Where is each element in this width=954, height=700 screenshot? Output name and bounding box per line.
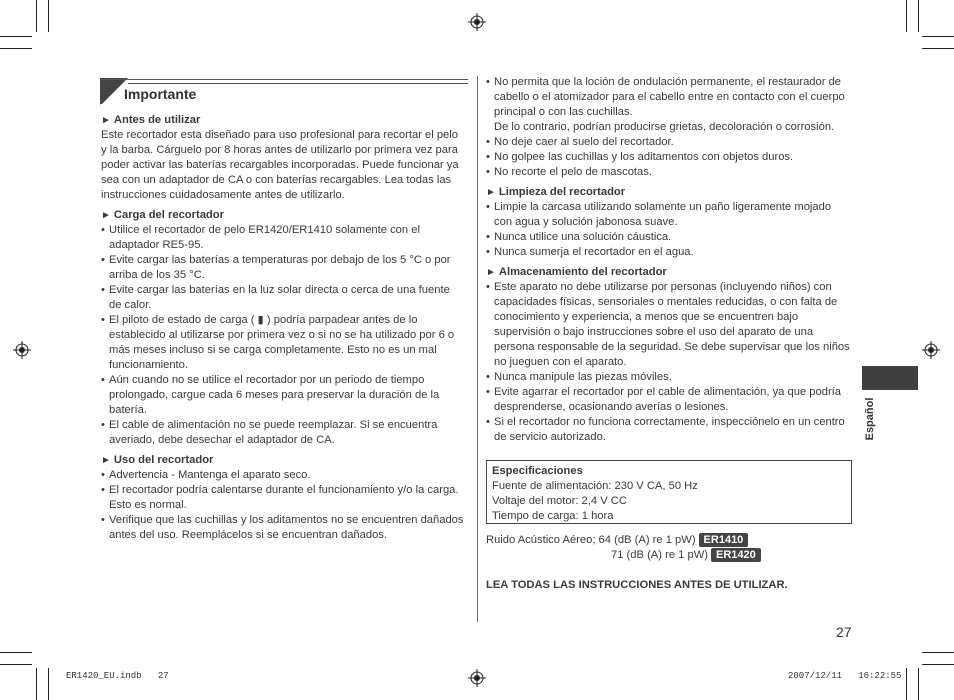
read-all-notice: LEA TODAS LAS INSTRUCCIONES ANTES DE UTILIZAR.	[486, 579, 788, 591]
noise-line: 71 (dB (A) re 1 pW) ER1420	[486, 548, 852, 563]
list-item: • Limpie la carcasa utilizando solamente un paño ligeramente mojado con agua y solución jabonosa suave.	[486, 200, 852, 230]
registration-mark-icon	[13, 341, 31, 359]
crop-mark	[922, 36, 954, 37]
column-divider	[477, 76, 478, 622]
list-item: • No recorte el pelo de mascotas.	[486, 165, 852, 180]
list-item: • El piloto de estado de carga ( ▮ ) podría parpadear antes de lo establecido al utilizarse por primera vez o si no se ha utilizado por 6 o más meses incluso si se carga completamente. Esto no es un mal funcionamiento.	[101, 313, 465, 373]
crop-mark	[48, 668, 49, 700]
list-item: • Utilice el recortador de pelo ER1420/ER1410 solamente con el adaptador RE5-95.	[101, 223, 465, 253]
list-item: • Aún cuando no se utilice el recortador por un periodo de tiempo prolongado, cargue cada 6 meses para preservar la duración de la batería.	[101, 373, 465, 418]
header-rule	[128, 83, 468, 84]
crop-mark	[0, 652, 32, 653]
list-item: • Nunca sumerja el recortador en el agua.	[486, 245, 852, 260]
list-item: • No golpee las cuchillas y los aditamentos con objetos duros.	[486, 150, 852, 165]
charging-list	[101, 223, 465, 448]
header-rule	[100, 104, 124, 105]
crop-mark	[922, 652, 954, 653]
crop-mark	[906, 0, 907, 32]
list-item: • Evite agarrar el recortador por el cable de alimentación, ya que podría desprenderse, ocasionando averías o lesiones.	[486, 385, 852, 415]
language-tab	[862, 366, 918, 390]
cleaning-list	[486, 200, 852, 260]
header-rule	[100, 79, 468, 80]
list-item: • Verifique que las cuchillas y los aditamentos no se encuentren dañados antes del uso. Reemplácelos si se encuentran dañados.	[101, 513, 465, 543]
model-tag: ER1410	[699, 533, 749, 547]
crop-mark	[48, 0, 49, 32]
specifications-box	[486, 460, 852, 524]
list-item: • Evite cargar las baterías a temperaturas por debajo de los 5 °C o por arriba de los 35 °C.	[101, 253, 465, 283]
list-item: • Nunca manipule las piezas móviles.	[486, 370, 852, 385]
crop-mark	[922, 48, 954, 49]
spec-line: Voltaje del motor: 2,4 V CC	[492, 495, 627, 507]
crop-mark	[918, 668, 919, 700]
cleaning-heading: ► Limpieza del recortador	[486, 186, 626, 198]
page-number: 27	[836, 624, 852, 640]
list-item: • Advertencia - Mantenga el aparato seco.	[101, 468, 465, 483]
crop-mark	[918, 0, 919, 32]
storage-list	[486, 280, 852, 445]
storage-heading: ► Almacenamiento del recortador	[486, 266, 667, 278]
usage-cont-list	[486, 75, 852, 180]
list-item: • El recortador podría calentarse durante el funcionamiento y/o la carga. Esto es normal.	[101, 483, 465, 513]
footer-file: ER1420_EU.indb 27	[66, 671, 169, 681]
crop-mark	[906, 668, 907, 700]
left-column	[101, 113, 465, 543]
noise-block	[486, 533, 852, 563]
list-item: • No deje caer al suelo del recortador.	[486, 135, 852, 150]
list-item: • Si el recortador no funciona correctamente, inspecciónelo en un centro de servicio autorizado.	[486, 415, 852, 445]
list-item: • Nunca utilice una solución cáustica.	[486, 230, 852, 245]
section-title: Importante	[124, 86, 197, 102]
registration-mark-icon	[468, 13, 486, 31]
footer-timestamp: 2007/12/11 16:22:55	[788, 671, 902, 681]
before-use-text: Este recortador esta diseñado para uso profesional para recortar el pelo y la barba. Cárguelo por 8 horas antes de utilizarlo por primera vez para poder activar las baterías recargables incorporadas. Puede funcionar ya sea con un adaptador de CA o con baterías recargables. Lea todas las instrucciones cuidadosamente antes de utilizarlo.	[101, 129, 459, 201]
before-use-heading: ► Antes de utilizar	[101, 114, 201, 126]
noise-line: Ruido Acústico Aéreo; 64 (dB (A) re 1 pW) ER1410	[486, 533, 852, 548]
crop-mark	[36, 0, 37, 32]
crop-mark	[0, 48, 32, 49]
usage-list	[101, 468, 465, 543]
crop-mark	[0, 36, 32, 37]
charging-heading: ► Carga del recortador	[101, 209, 224, 221]
spec-line: Fuente de alimentación: 230 V CA, 50 Hz	[492, 480, 698, 492]
list-item: • El cable de alimentación no se puede reemplazar. Si se encuentra averiado, debe desechar el adaptador de CA.	[101, 418, 465, 448]
specifications-heading: Especificaciones	[492, 465, 583, 477]
list-item: • Este aparato no debe utilizarse por personas (incluyendo niños) con capacidades físicas, sensoriales o mentales reducidas, o con falta de conocimiento y experiencia, a menos que se encuentren bajo supervisión o bajo instrucciones sobre el uso del aparato de una persona responsable de la seguridad. Se debe supervisar que los niños no jueguen con el aparato.	[486, 280, 852, 370]
crop-mark	[922, 664, 954, 665]
registration-mark-icon	[922, 341, 940, 359]
list-item: • Evite cargar las baterías en la luz solar directa o cerca de una fuente de calor.	[101, 283, 465, 313]
language-label: Español	[864, 397, 876, 441]
usage-heading: ► Uso del recortador	[101, 454, 214, 466]
right-column	[486, 75, 852, 445]
registration-mark-icon	[468, 669, 486, 687]
list-item: • No permita que la loción de ondulación permanente, el restaurador de cabello o el atomizador para el cabello entre en contacto con el cuerpo principal o con las cuchillas. De lo contrario, podrían producirse grietas, decoloración o corrosión.	[486, 75, 852, 135]
spec-line: Tiempo de carga: 1 hora	[492, 510, 614, 522]
crop-mark	[0, 664, 32, 665]
model-tag: ER1420	[711, 548, 761, 562]
crop-mark	[36, 668, 37, 700]
